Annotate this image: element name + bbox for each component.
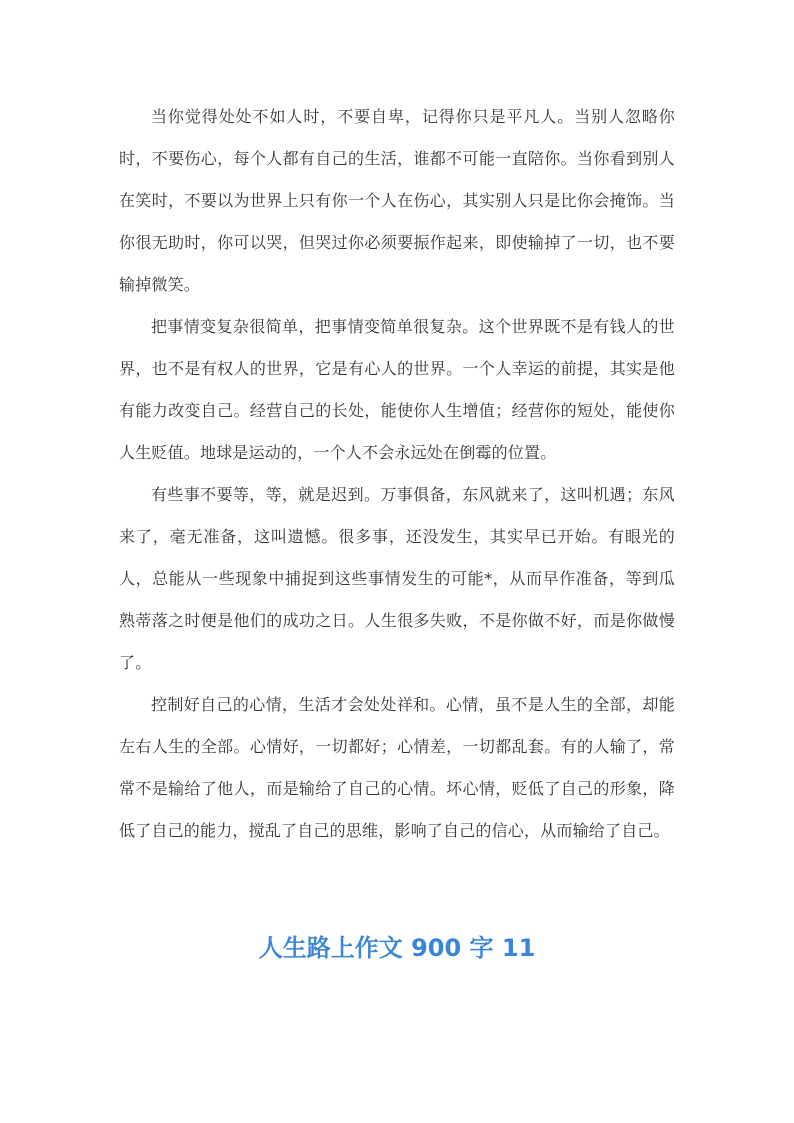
paragraph-2: 把事情变复杂很简单，把事情变简单很复杂。这个世界既不是有钱人的世界，也不是有权人的世界，它是有心人的世界。一个人幸运的前提，其实是他有能力改变自己。经营自己的长处，能使你人生增值；经营你的短处，能使你人生贬值。地球是运动的，一个人不会永远处在倒霉的位置。 (119, 317, 675, 462)
section-heading: 人生路上作文 900 字 11 (258, 934, 536, 962)
paragraph-1: 当你觉得处处不如人时，不要自卑，记得你只是平凡人。当别人忽略你时，不要伤心，每个人都有自己的生活，谁都不可能一直陪你。当你看到别人在笑时，不要以为世界上只有你一个人在伤心，其实别人只是比你会掩饰。当你很无助时，你可以哭，但哭过你必须要振作起来，即使输掉了一切，也不要输掉微笑。 (119, 107, 675, 294)
paragraph-3: 有些事不要等，等，就是迟到。万事俱备，东风就来了，这叫机遇；东风来了，毫无准备，这叫遗憾。很多事，还没发生，其实早已开始。有眼光的人，总能从一些现象中捕捉到这些事情发生的可能*，从而早作准备，等到瓜熟蒂落之时便是他们的成功之日。人生很多失败，不是你做不好，而是你做慢了。 (119, 485, 675, 672)
paragraph-4: 控制好自己的心情，生活才会处处祥和。心情，虽不是人生的全部，却能左右人生的全部。心情好，一切都好；心情差，一切都乱套。有的人输了，常常不是输给了他人，而是输给了自己的心情。坏心情，贬低了自己的形象，降低了自己的能力，搅乱了自己的思维，影响了自己的信心，从而输给了自己。 (119, 695, 675, 840)
document-body (119, 96, 675, 852)
